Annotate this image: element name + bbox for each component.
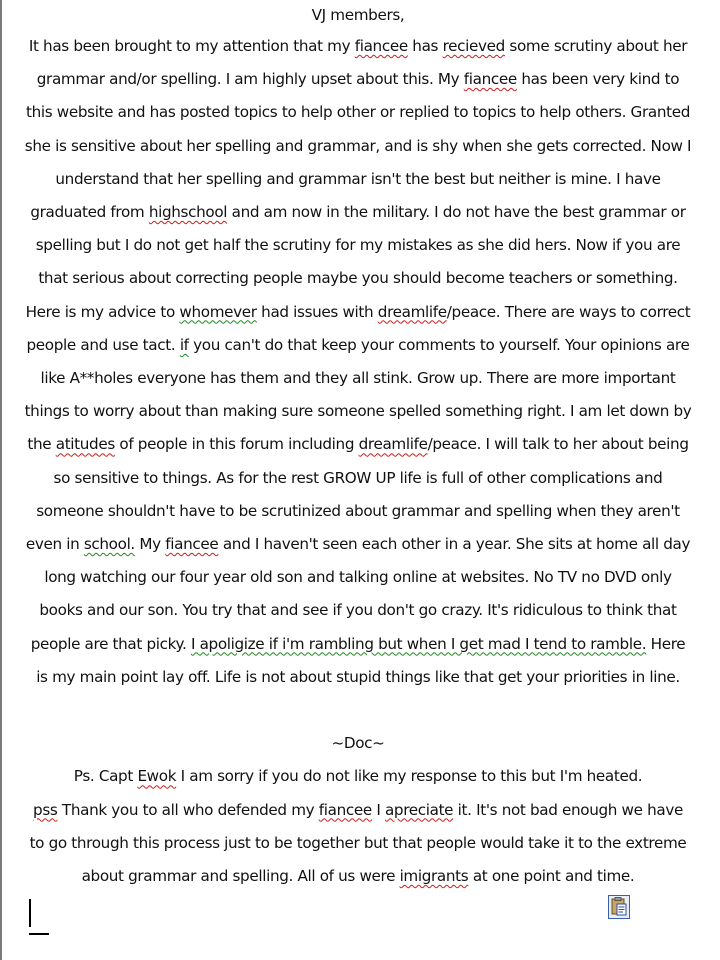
main-paragraph: [24, 30, 692, 694]
misspelled-word: recieved: [442, 37, 505, 55]
signature-line: ~Doc~: [331, 734, 385, 753]
text-run: It has been brought to my attention that my: [28, 37, 355, 55]
text-run: My: [134, 535, 166, 554]
text-run: Ps. Capt: [73, 767, 138, 786]
grammar-flagged-text: whomever: [179, 302, 257, 321]
text-run: some scrutiny about her grammar and/or spelling. I am highly upset about this. My: [36, 37, 688, 89]
misspelled-word: imigrants: [399, 867, 469, 886]
misspelled-word: highschool: [148, 203, 228, 222]
paste-options-icon[interactable]: [608, 895, 630, 919]
misspelled-word: fiancee: [354, 37, 408, 55]
text-run: Thank you to all who defended my: [57, 800, 319, 819]
text-cursor-icon: [29, 899, 31, 927]
blank-line: [24, 694, 692, 727]
text-run: at one point and time.: [468, 867, 635, 886]
text-run: has: [407, 37, 443, 55]
grammar-flagged-text: if: [179, 335, 189, 354]
greeting-line: VJ members,: [311, 6, 405, 24]
grammar-flagged-text: I apoligize if i'm rambling but when I get mad I tend to ramble.: [190, 634, 647, 653]
text-run: /peace. There are ways to correct people and use tact.: [26, 302, 691, 354]
misspelled-word: fiancee: [463, 70, 517, 89]
text-run: /peace. I will talk to her about being so sensitive to things. As for the rest GROW UP life is full of other complications and someone shouldn't have to be scrutinized about grammar and spelling when they aren't even in: [25, 435, 689, 554]
misspelled-word: fiancee: [165, 535, 219, 554]
misspelled-word: pss: [33, 800, 58, 819]
misspelled-word: dreamlife: [377, 302, 447, 321]
misspelled-word: dreamlife: [358, 435, 428, 454]
misspelled-word: fiancee: [318, 800, 372, 819]
text-run: you can't do that keep your comments to yourself. Your opinions are like A**holes everyone has them and they all stink. Grow up. There are more important things to worry about than making sure someone spelled something right. I am let down by the: [24, 335, 692, 454]
text-run: has been very kind to this website and has posted topics to help other or replied to topics to help others. Granted she is sensitive about her spelling and grammar, and is shy when she gets corrected. Now I understand that her spelling and grammar isn't the best but neither is mine. I have graduated from: [24, 70, 692, 222]
text-run: and am now in the military. I do not have the best grammar or spelling but I do not get half the scrutiny for my mistakes as she did hers. Now if you are that serious about correcting people maybe you should become teachers or something. Here is my advice to: [25, 203, 686, 321]
misspelled-word: apreciate: [384, 800, 454, 819]
text-cursor-underline: [29, 933, 49, 935]
text-run: and I haven't seen each other in a year. She sits at home all day long watching our four year old son and talking online at websites. No TV no DVD only books and our son. You try that and see if you don't go crazy. It's ridiculous to think that people are that picky.: [30, 535, 691, 653]
text-run: Here is my main point lay off. Life is not about stupid things like that get your priorities in line.: [36, 634, 686, 686]
text-run: had issues with: [256, 302, 378, 321]
pss-paragraph: [24, 794, 692, 894]
misspelled-word: atitudes: [55, 435, 115, 454]
page-left-edge: [0, 0, 2, 960]
grammar-flagged-text: school.: [83, 535, 135, 554]
document-body[interactable]: [24, 0, 692, 893]
text-run: of people in this forum including: [114, 435, 359, 454]
text-run: it. It's not bad enough we have to go through this process just to be together but that people would take it to the extreme about grammar and spelling. All of us were: [29, 800, 687, 886]
text-run: I: [371, 800, 385, 819]
text-run: I am sorry if you do not like my response to this but I'm heated.: [176, 767, 643, 786]
ps-line: [24, 760, 692, 793]
misspelled-word: Ewok: [137, 767, 177, 786]
